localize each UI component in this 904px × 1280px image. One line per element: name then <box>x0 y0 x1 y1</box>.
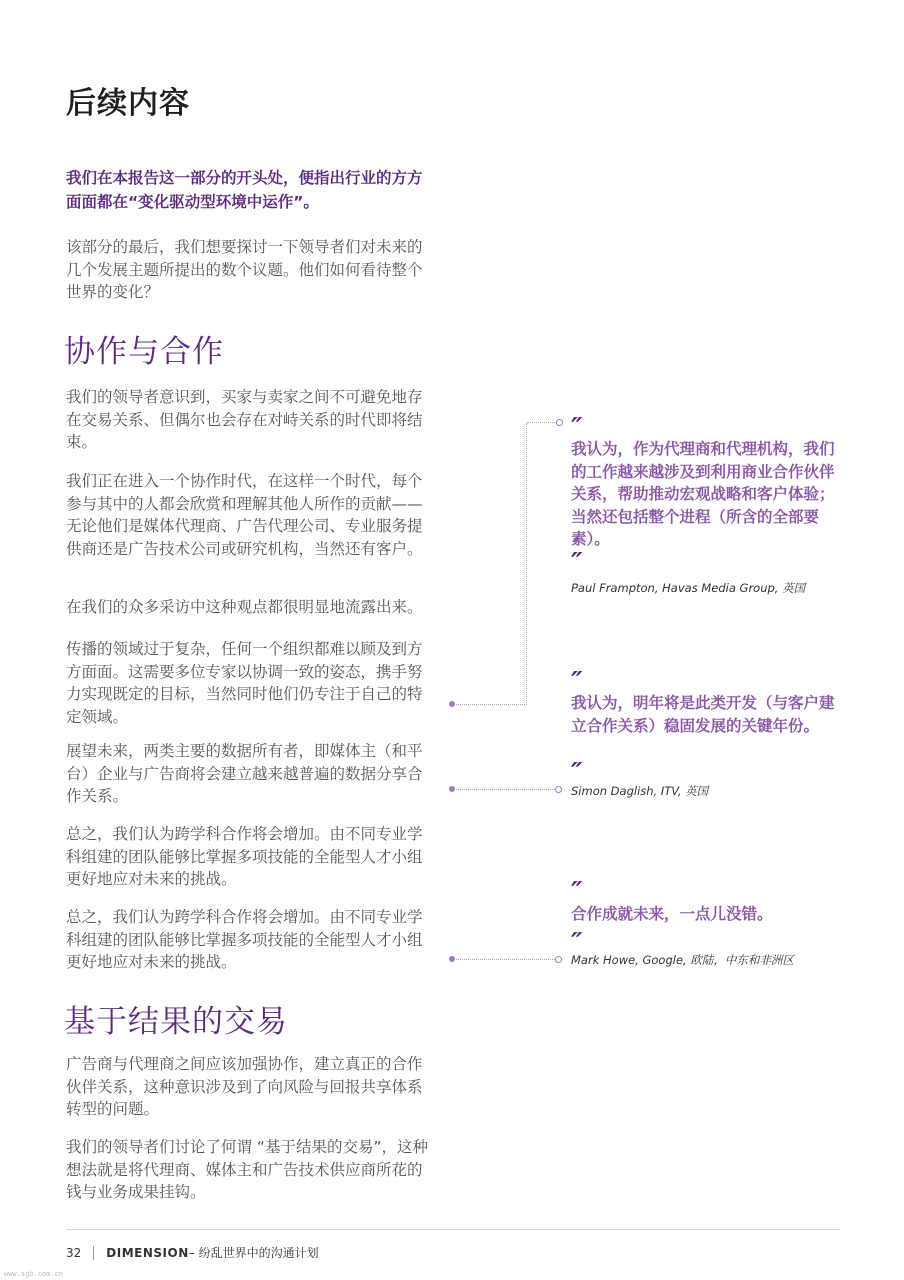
quote-text: 合作成就未来，一点儿没错。 <box>571 905 773 923</box>
footer <box>66 1244 319 1261</box>
connector-dot <box>449 786 455 792</box>
body-paragraph: 总之，我们认为跨学科合作将会增加。由不同专业学科组建的团队能够比掌握多项技能的全能型人才小组更好地应对未来的挑战。 <box>66 825 423 888</box>
quote-open-icon: ″ <box>571 877 583 907</box>
connector-dot <box>449 701 455 707</box>
quote-attribution: Simon Daglish, ITV, 英国 <box>571 784 709 798</box>
quote-text: 我认为，作为代理商和代理机构，我们的工作越来越涉及到利用商业合作伙伴关系，帮助推动宏观战略和客户体验；当然还包括整个进程（所含的全部要素）。 <box>571 440 835 548</box>
section-heading-outcome-based: 基于结果的交易 <box>64 1004 288 1040</box>
body-paragraph: 我们正在进入一个协作时代，在这样一个时代，每个参与其中的人都会欣赏和理解其他人所作的贡献——无论他们是媒体代理商、广告代理公司、专业服务提供商还是广告技术公司或研究机构，当然还有客户。 <box>66 472 423 558</box>
connector-line <box>454 959 557 960</box>
watermark: www.sgb.com.cn <box>4 1270 64 1278</box>
body-paragraph: 在我们的众多采访中这种观点都很明显地流露出来。 <box>66 598 423 616</box>
footer-divider <box>66 1229 840 1230</box>
quote-attribution: Mark Howe, Google, 欧陆，中东和非洲区 <box>571 953 794 967</box>
section-heading-collaboration: 协作与合作 <box>64 334 224 370</box>
quote-open-icon: ″ <box>571 667 583 697</box>
quote-text: 我认为，明年将是此类开发（与客户建立合作关系）稳固发展的关键年份。 <box>571 694 835 735</box>
quote-close-icon: ″ <box>571 758 583 788</box>
quote-close-icon: ″ <box>571 928 583 958</box>
connector-dot <box>449 956 455 962</box>
body-paragraph: 展望未来，两类主要的数据所有者，即媒体主（和平台）企业与广告商将会建立越来越普遍的数据分享合作关系。 <box>66 742 423 805</box>
body-paragraph: 广告商与代理商之间应该加强协作，建立真正的合作伙伴关系，这种意识涉及到了向风险与回报共享体系转型的问题。 <box>66 1055 423 1118</box>
quote-close-icon: ″ <box>571 548 583 578</box>
body-paragraph: 我们的领导者意识到，买家与卖家之间不可避免地存在交易关系、但偶尔也会存在对峙关系的时代即将结束。 <box>66 388 423 451</box>
page-number: 32 <box>66 1245 82 1260</box>
connector-end-ring <box>555 956 562 963</box>
footer-subtitle: – 纷乱世界中的沟通计划 <box>188 1246 319 1260</box>
connector-line <box>454 704 527 705</box>
lead-paragraph: 我们在本报告这一部分的开头处，便指出行业的方方面面都在“变化驱动型环境中运作”。 <box>66 169 423 211</box>
body-paragraph: 我们的领导者们讨论了何谓 “基于结果的交易”，这种想法就是将代理商、媒体主和广告技术供应商所花的钱与业务成果挂钩。 <box>66 1138 428 1201</box>
intro-paragraph: 该部分的最后，我们想要探讨一下领导者们对未来的几个发展主题所提出的数个议题。他们如何看待整个世界的变化？ <box>66 238 423 301</box>
connector-line <box>454 789 557 790</box>
body-paragraph: 总之，我们认为跨学科合作将会增加。由不同专业学科组建的团队能够比掌握多项技能的全能型人才小组更好地应对未来的挑战。 <box>66 908 423 971</box>
footer-brand: DIMENSION <box>106 1245 189 1260</box>
page-title: 后续内容 <box>66 86 190 121</box>
connector-line <box>526 423 527 705</box>
connector-end-ring <box>556 419 563 426</box>
quote-open-icon: ″ <box>571 413 583 443</box>
connector-end-ring <box>555 786 562 793</box>
body-paragraph: 传播的领域过于复杂，任何一个组织都难以顾及到方方面面。这需要多位专家以协调一致的姿态，携手努力实现既定的目标，当然同时他们仍专注于自己的特定领域。 <box>66 640 423 726</box>
footer-separator <box>93 1246 94 1260</box>
quote-attribution: Paul Frampton, Havas Media Group, 英国 <box>571 581 806 595</box>
